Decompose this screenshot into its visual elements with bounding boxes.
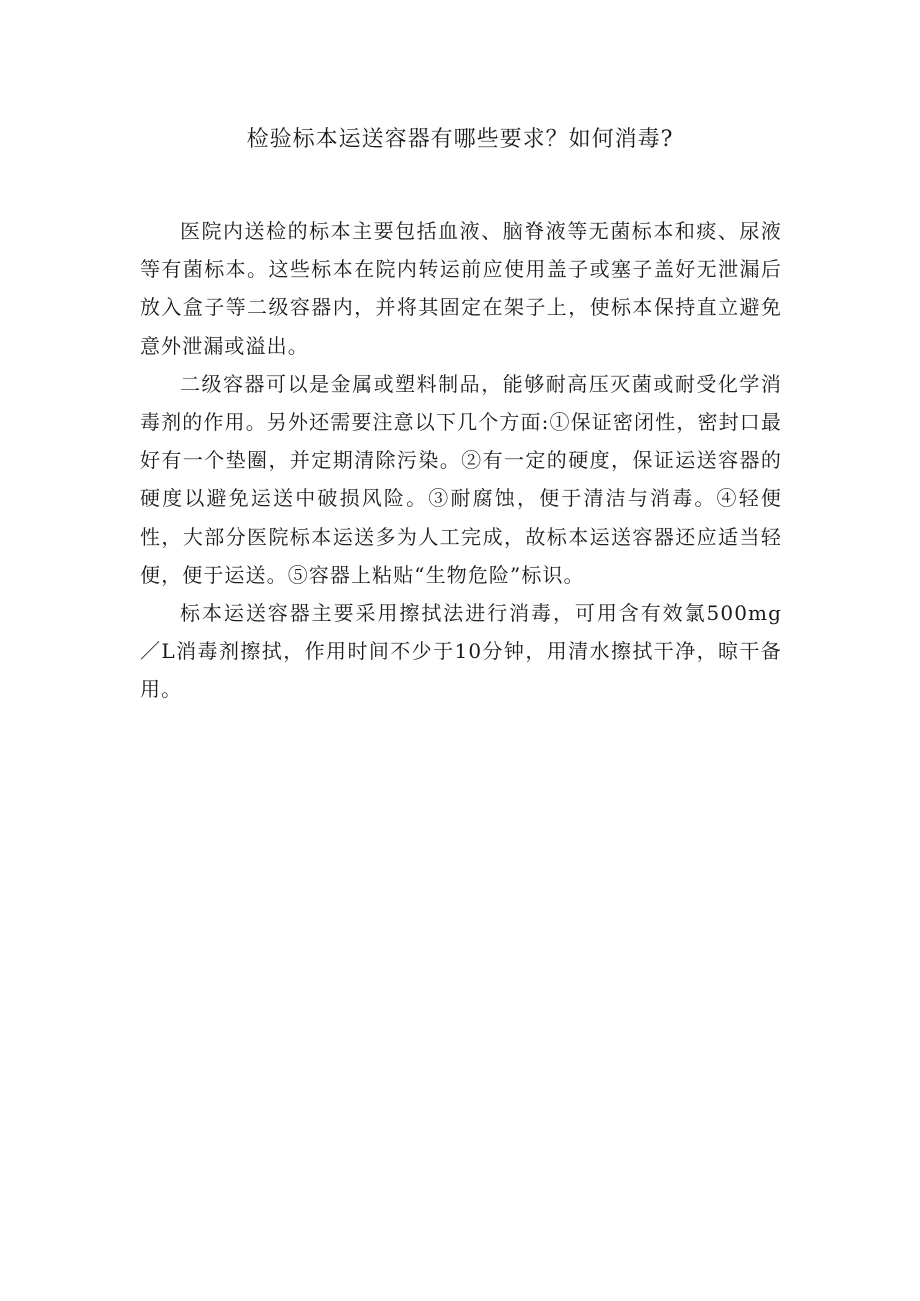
paragraph-disinfection: 标本运送容器主要采用擦拭法进行消毒，可用含有效氯500mg／L消毒剂擦拭，作用时间不少于10分钟，用清水擦拭干净，晾干备用。 [140,601,782,702]
paragraph-specimen-types: 医院内送检的标本主要包括血液、脑脊液等无菌标本和痰、尿液等有菌标本。这些标本在院内转运前应使用盖子或塞子盖好无泄漏后放入盒子等二级容器内，并将其固定在架子上，使标本保持直立避免意外泄漏或溢出。 [140,219,782,358]
document-body [140,212,782,709]
document-title: 检验标本运送容器有哪些要求？如何消毒? [246,127,674,152]
paragraph-container-requirements: 二级容器可以是金属或塑料制品，能够耐高压灭菌或耐受化学消毒剂的作用。另外还需要注意以下几个方面:①保证密闭性，密封口最好有一个垫圈，并定期清除污染。②有一定的硬度，保证运送容器的硬度以避免运送中破损风险。③耐腐蚀，便于清洁与消毒。④轻便性，大部分医院标本运送多为人工完成，故标本运送容器还应适当轻便，便于运送。⑤容器上粘贴“生物危险”标识。 [140,371,782,587]
